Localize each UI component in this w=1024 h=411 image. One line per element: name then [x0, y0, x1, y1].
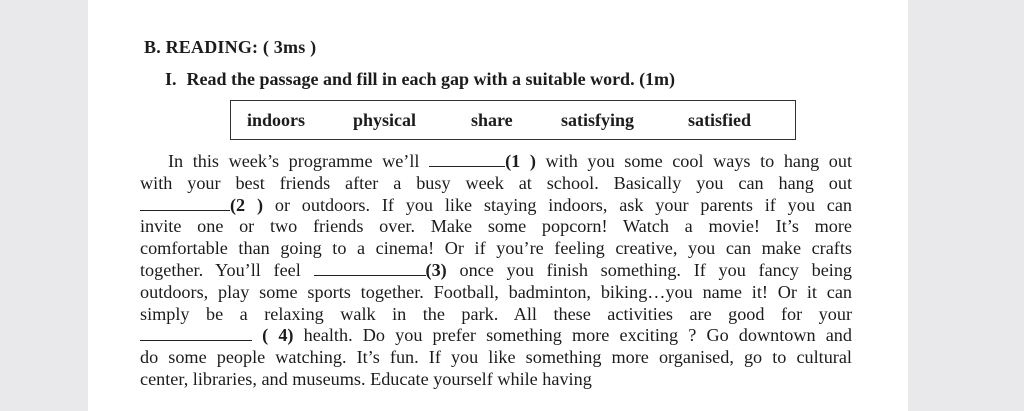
passage-text: or outdoors. If you like staying indoors, ask your parents if you can	[274, 194, 852, 215]
gap-2-blank[interactable]	[140, 196, 230, 211]
gap-1-blank[interactable]	[429, 152, 505, 167]
passage-line: with your best friends after a busy week at school. Basically you can hang out	[140, 172, 852, 193]
passage-line	[140, 151, 852, 173]
passage-line: comfortable than going to a cinema! Or if you’re feeling creative, you can make crafts	[140, 238, 852, 259]
worksheet-page	[88, 0, 908, 411]
gap-4-blank[interactable]	[140, 326, 252, 341]
task-instruction-text: Read the passage and fill in each gap with a suitable word. (1m)	[186, 69, 676, 89]
passage-text: with you some cool ways to hang out	[545, 151, 853, 171]
word-bank-item: indoors	[247, 110, 306, 130]
passage-text: together. You’ll feel	[140, 259, 301, 280]
passage-line	[140, 325, 852, 347]
section-title: B. READING: ( 3ms )	[144, 37, 317, 57]
gap-3-label: (3)	[425, 259, 447, 280]
word-bank-item: satisfied	[688, 110, 751, 130]
passage-line: center, libraries, and museums. Educate yourself while having	[140, 368, 592, 389]
task-number: I.	[165, 69, 177, 89]
word-bank-box	[230, 100, 796, 140]
gap-1-label: (1 )	[505, 151, 536, 171]
passage-line: outdoors, play some sports together. Football, badminton, biking…you name it! Or it can	[140, 281, 852, 302]
word-bank-item: satisfying	[561, 110, 635, 130]
passage-text: In this week’s programme we’ll	[168, 151, 420, 171]
passage-line	[140, 195, 852, 217]
passage-line: do some people watching. It’s fun. If you like something more organised, go to cultural	[140, 347, 852, 368]
word-bank-item: share	[471, 110, 513, 130]
passage-line	[140, 260, 852, 282]
gap-4-label: ( 4)	[262, 325, 294, 346]
gap-3-blank[interactable]	[314, 261, 426, 276]
word-bank-item: physical	[353, 110, 417, 130]
task-instruction	[165, 69, 675, 90]
passage-line: simply be a relaxing walk in the park. All these activities are good for your	[140, 303, 852, 324]
gap-2-label: (2 )	[230, 194, 264, 215]
passage-text: once you finish something. If you fancy being	[459, 259, 853, 280]
reading-passage	[140, 151, 852, 391]
passage-line: invite one or two friends over. Make some popcorn! Watch a movie! It’s more	[140, 216, 852, 237]
passage-text: health. Do you prefer something more exciting ? Go downtown and	[303, 325, 852, 346]
